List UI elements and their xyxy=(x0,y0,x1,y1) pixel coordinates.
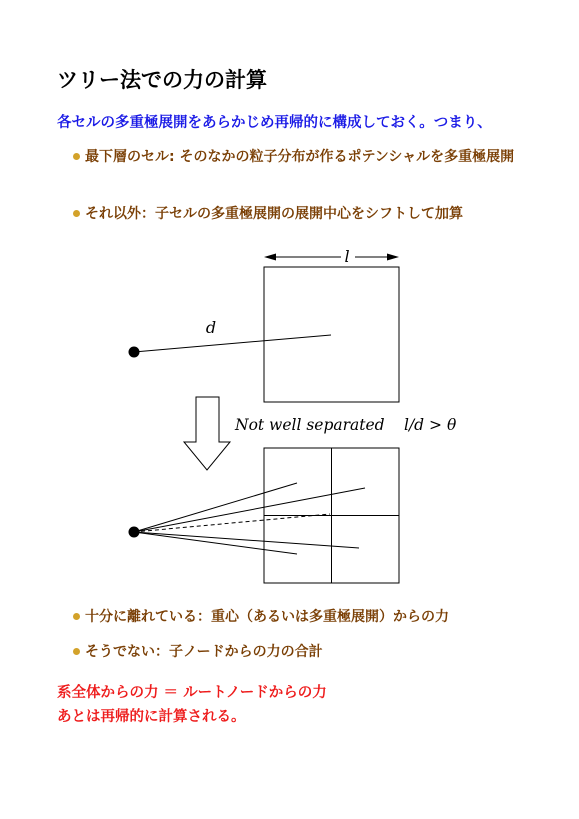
bullet-text: そうでない：子ノードからの力の合計 xyxy=(85,644,323,660)
summary-line: あとは再帰的に計算される。 xyxy=(57,709,246,725)
cell-size-dimension xyxy=(264,254,399,261)
bullet-dot-icon xyxy=(73,613,80,620)
particle-dot xyxy=(129,347,140,358)
bullet-text: 十分に離れている：重心（あるいは多重極展開）からの力 xyxy=(85,609,449,625)
child-cell-lines xyxy=(134,483,365,554)
parent-cell xyxy=(264,267,399,402)
distance-line xyxy=(134,335,331,352)
criterion-text: l/d > θ xyxy=(404,416,457,434)
bullet-item xyxy=(73,641,543,663)
bullet-text: 最下層のセル: そのなかの粒子分布が作るポテンシャルを多重極展開 xyxy=(85,149,515,165)
bullet-text: それ以外：子セルの多重極展開の展開中心をシフトして加算 xyxy=(85,206,463,222)
distance-label: d xyxy=(205,318,217,337)
bullet-item xyxy=(73,606,543,628)
particle-dot xyxy=(129,527,140,538)
page-title: ツリー法での力の計算 xyxy=(57,68,267,92)
down-arrow-icon xyxy=(184,397,230,470)
bullet-dot-icon xyxy=(73,648,80,655)
cell-size-label: l xyxy=(344,247,350,266)
intro-text: 各セルの多重極展開をあらかじめ再帰的に構成しておく。つまり、 xyxy=(57,115,492,131)
condition-text: Not well separated xyxy=(235,416,385,434)
summary-line: 系全体からの力 ＝ ルートノードからの力 xyxy=(57,685,327,701)
